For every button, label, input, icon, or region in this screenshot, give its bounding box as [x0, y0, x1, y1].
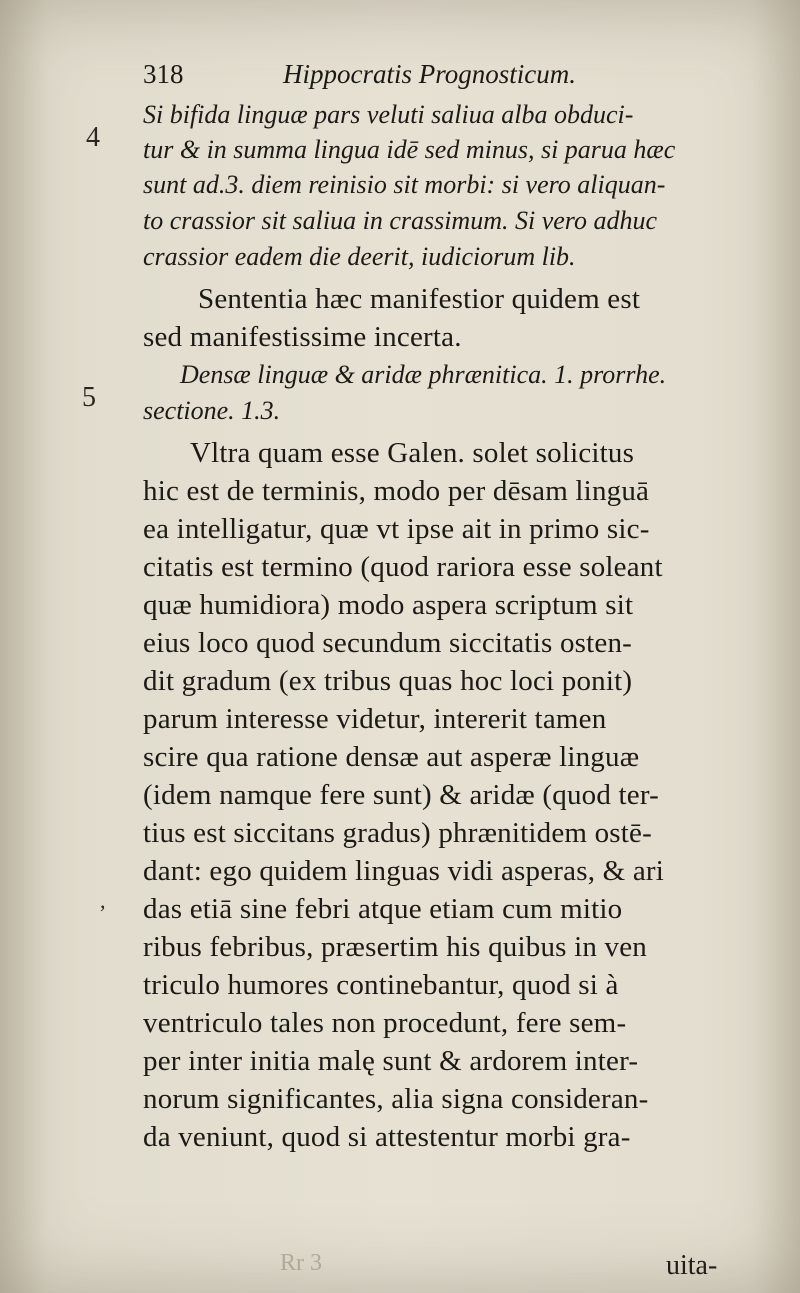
running-title: Hippocratis Prognosticum. [283, 59, 576, 89]
page-number: 318 [143, 59, 184, 89]
text-line: Vltra quam esse Galen. solet solicitus [190, 437, 635, 469]
signature-mark: Rr 3 [280, 1250, 322, 1276]
text-line: hic est de terminis, modo per dēsam linguā [143, 475, 650, 507]
text-line: ventriculo tales non procedunt, fere sem- [143, 1007, 627, 1039]
text-line: sunt ad.3. diem reinisio sit morbi: si vero aliquan- [143, 170, 666, 199]
margin-number-4: 4 [86, 122, 100, 153]
text-line: norum significantes, alia signa consideran- [143, 1083, 649, 1115]
margin-number-5: 5 [82, 382, 96, 413]
text-line: da veniunt, quod si attestentur morbi gra- [143, 1121, 631, 1153]
text-line: citatis est termino (quod rariora esse soleant [143, 551, 663, 583]
text-line: to crassior sit saliua in crassimum. Si vero adhuc [143, 206, 657, 235]
text-line: Si bifida linguæ pars veluti saliua alba obduci- [143, 100, 634, 129]
text-line: tur & in summa lingua idē sed minus, si parua hæc [143, 135, 676, 164]
page-header [143, 58, 743, 90]
text-line: quæ humidiora) modo aspera scriptum sit [143, 589, 634, 621]
margin-tick: , [100, 888, 106, 913]
text-line: Densæ linguæ & aridæ phrænitica. 1. prorrhe. [180, 360, 667, 389]
text-line: Sententia hæc manifestior quidem est [198, 283, 641, 315]
text-line: ea intelligatur, quæ vt ipse ait in primo sic- [143, 513, 650, 545]
text-line: das etiā sine febri atque etiam cum mitio [143, 893, 623, 925]
text-line: tius est siccitans gradus) phrænitidem ostē- [143, 817, 652, 849]
text-line: scire qua ratione densæ aut asperæ linguæ [143, 741, 640, 773]
catchword: uita- [666, 1250, 718, 1281]
text-line: parum interesse videtur, intererit tamen [143, 703, 607, 735]
text-line: ribus febribus, præsertim his quibus in ven [143, 931, 647, 963]
text-line: per inter initia malę sunt & ardorem inter- [143, 1045, 639, 1077]
text-line: sed manifestissime incerta. [143, 321, 462, 353]
text-line: sectione. 1.3. [143, 396, 281, 425]
text-line: eius loco quod secundum siccitatis osten- [143, 627, 633, 659]
text-line: crassior eadem die deerit, iudiciorum lib. [143, 242, 576, 271]
text-line: triculo humores continebantur, quod si à [143, 969, 619, 1001]
text-line: (idem namque fere sunt) & aridæ (quod ter- [143, 779, 659, 811]
text-line: dit gradum (ex tribus quas hoc loci ponit) [143, 665, 633, 697]
text-line: dant: ego quidem linguas vidi asperas, & ari [143, 855, 665, 887]
